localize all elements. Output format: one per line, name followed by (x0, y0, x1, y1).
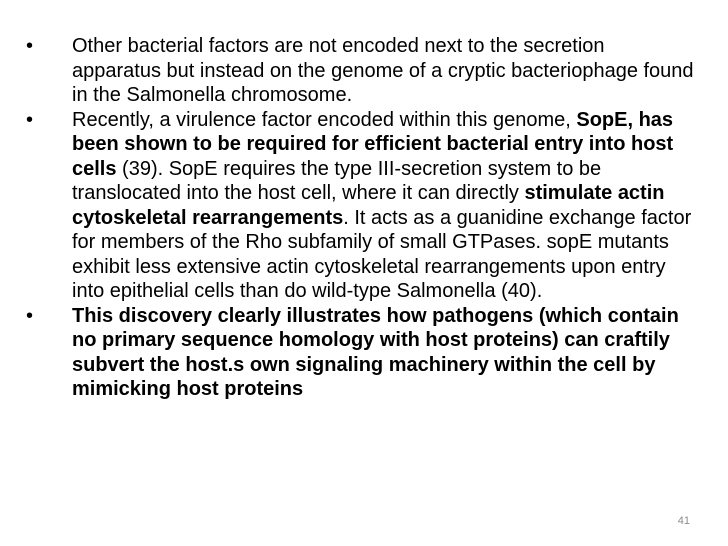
bullet-text (72, 35, 694, 106)
bullet-dot-icon: • (26, 304, 34, 327)
bullet-text (72, 305, 679, 401)
bullet-text-segment-bold: stimulate actin cytoskeletal rearrangements (72, 182, 665, 229)
bullet-text (72, 109, 691, 303)
bullet-text-segment-bold: This discovery clearly illustrates how pathogens (which contain no primary sequence homology with host proteins) can craftily subvert the host.s own signaling machinery within the cell by mimicking host proteins (72, 304, 679, 400)
bullet-item (26, 108, 696, 304)
bullet-dot-icon: • (26, 108, 34, 131)
bullet-list (26, 34, 696, 402)
bullet-text-segment: . It acts as a guanidine exchange factor for members of the Rho subfamily of small GTPases. sopE mutants exhibit less extensive actin cytoskeletal rearrangements upon entry into epithelial cells than do wild-type Salmonella (40). (72, 206, 692, 302)
bullet-item (26, 304, 696, 402)
bullet-text-segment: Recently, a virulence factor encoded within this genome, (72, 108, 577, 131)
bullet-item (26, 34, 696, 108)
bullet-text-segment: (39). SopE requires the type III-secretion system to be translocated into the host cell, where it can directly (72, 157, 602, 204)
bullet-text-segment-bold: SopE, has been shown to be required for efficient bacterial entry into host cells (72, 108, 674, 180)
bullet-dot-icon: • (26, 35, 34, 57)
page-number: 41 (677, 515, 690, 527)
bullet-text-segment: Other bacterial factors are not encoded next to the secretion apparatus but instead on the genome of a cryptic bacteriophage found in the Salmonella chromosome. (72, 35, 694, 106)
